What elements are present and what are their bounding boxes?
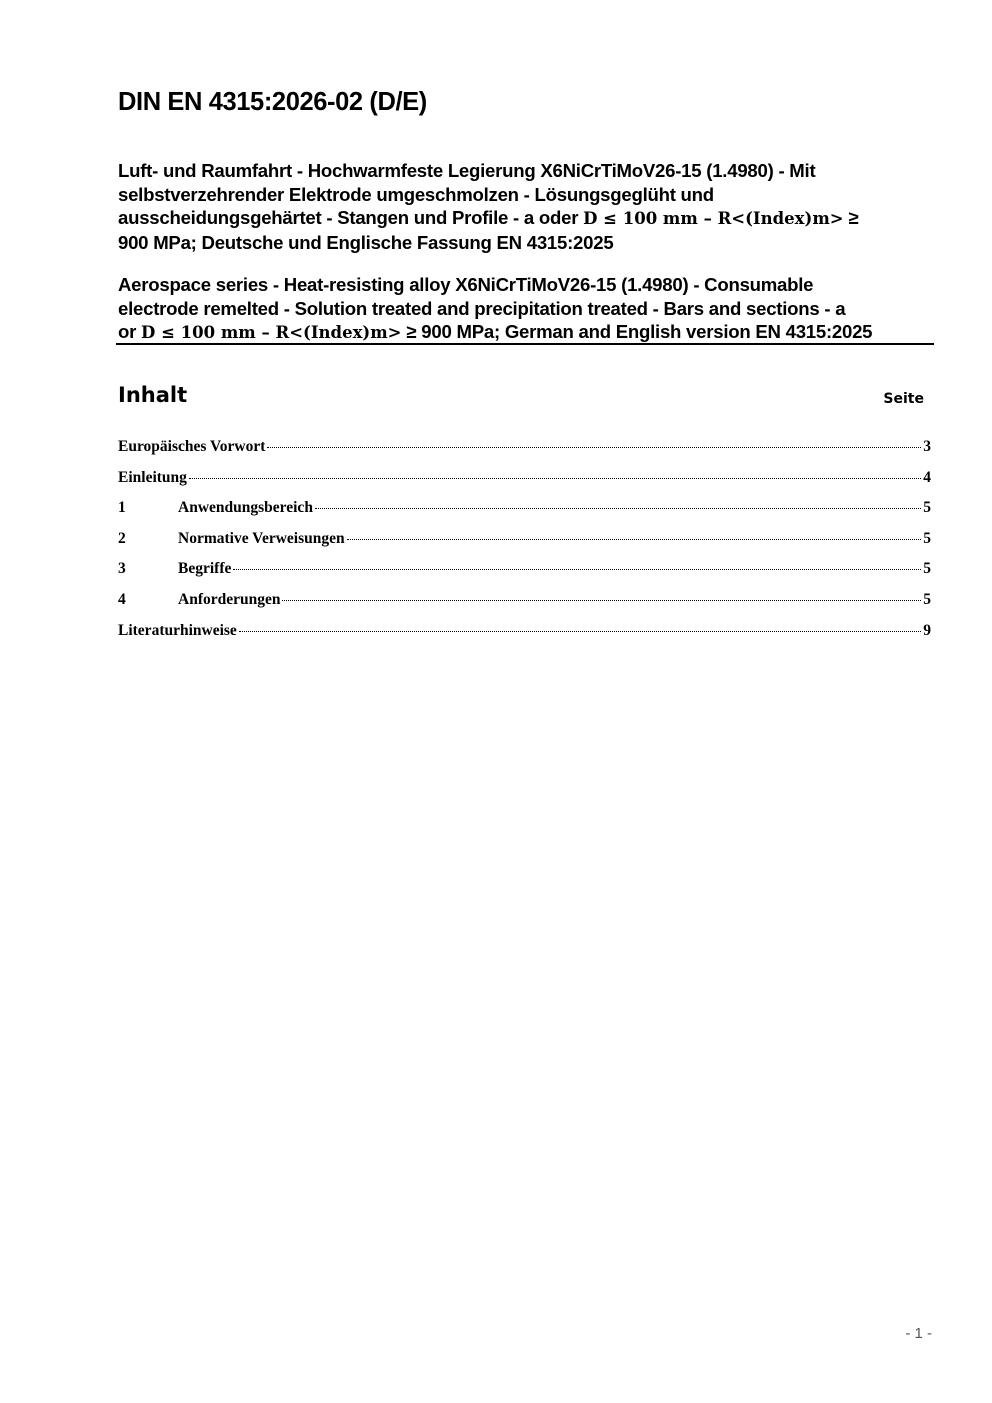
toc-entry-title: Anforderungen — [178, 590, 281, 608]
toc-entry-europaeisches-vorwort[interactable] — [118, 438, 931, 469]
toc-dot-leader — [315, 508, 921, 509]
toc-entry-title: Normative Verweisungen — [178, 529, 345, 547]
toc-dot-leader — [189, 478, 921, 479]
german-title-line-2: selbstverzehrender Elektrode umgeschmolzen - Lösungsgeglüht und — [118, 183, 714, 205]
english-title-line-1: Aerospace series - Heat-resisting alloy X6NiCrTiMoV26-15 (1.4980) - Consumable — [118, 274, 814, 295]
document-title: DIN EN 4315:2026-02 (D/E) — [118, 88, 427, 116]
toc-heading: Inhalt — [118, 383, 188, 407]
german-title-line-3-text: ausscheidungsgehärtet - Stangen und Profile - a oder — [118, 207, 584, 228]
toc-entry-title: Einleitung — [118, 468, 187, 486]
toc-entry-title: Europäisches Vorwort — [118, 438, 266, 455]
toc-dot-leader — [347, 539, 922, 540]
title-divider — [116, 343, 934, 345]
toc-entry-begriffe[interactable] — [118, 560, 931, 591]
english-title-line-3-suffix: ≥ 900 MPa; German and English version EN 4315:2025 — [401, 321, 873, 342]
toc-entry-number: 1 — [118, 499, 126, 517]
english-title-line-3-prefix: or — [118, 321, 142, 342]
toc-entry-einleitung[interactable] — [118, 469, 931, 500]
toc-entry-page: 3 — [923, 438, 931, 455]
german-title — [118, 159, 933, 254]
toc-entry-page: 5 — [923, 499, 931, 517]
toc-entry-title: Begriffe — [178, 560, 232, 578]
toc-entry-page: 9 — [923, 621, 931, 639]
toc-entry-number: 3 — [118, 560, 126, 578]
toc-entry-literaturhinweise[interactable] — [118, 622, 931, 653]
english-title-line-3 — [118, 320, 933, 345]
toc-entry-page: 5 — [923, 590, 931, 608]
toc-entry-page: 4 — [923, 468, 931, 486]
german-title-line-3-suffix: ≥ — [843, 207, 859, 228]
toc-entry-page: 5 — [923, 560, 931, 578]
toc-entry-anwendungsbereich[interactable] — [118, 499, 931, 530]
toc-dot-leader — [282, 600, 921, 601]
toc-entry-number: 4 — [118, 590, 126, 608]
german-title-line-1: Luft- und Raumfahrt - Hochwarmfeste Legierung X6NiCrTiMoV26-15 (1.4980) - Mit — [118, 160, 816, 181]
page-number: - 1 - — [905, 1325, 932, 1342]
toc-entry-number: 2 — [118, 529, 126, 547]
toc-page-column-label: Seite — [883, 391, 924, 407]
english-title-line-2: electrode remelted - Solution treated and precipitation treated - Bars and sections - a — [118, 297, 846, 319]
table-of-contents — [118, 438, 931, 652]
toc-entry-title: Anwendungsbereich — [178, 499, 313, 517]
english-title-formula: D ≤ 100 mm – R<(Index)m> — [141, 323, 402, 342]
toc-dot-leader — [233, 569, 921, 570]
german-title-line-3 — [118, 206, 933, 231]
toc-entry-page: 5 — [923, 529, 931, 547]
toc-entry-normative-verweisungen[interactable] — [118, 530, 931, 561]
toc-entry-title: Literaturhinweise — [118, 621, 237, 639]
german-title-line-4: 900 MPa; Deutsche und Englische Fassung EN 4315:2025 — [118, 231, 614, 253]
toc-dot-leader — [267, 447, 921, 448]
english-title — [118, 273, 933, 345]
toc-entry-anforderungen[interactable] — [118, 591, 931, 622]
toc-dot-leader — [239, 631, 921, 632]
german-title-formula: D ≤ 100 mm – R<(Index)m> — [583, 209, 844, 228]
